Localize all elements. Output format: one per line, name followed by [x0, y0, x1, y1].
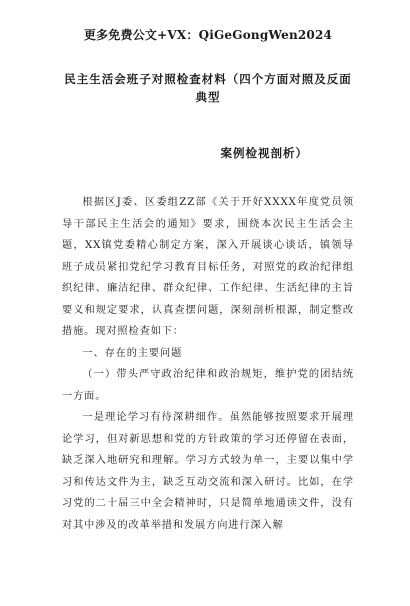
section-heading-main-problems: 一、存在的主要问题 [82, 347, 183, 359]
body-paragraph-theory-study: 一是理论学习有待深耕细作。虽然能够按照要求开展理论学习，但对新思想和党的方针政策的学习还停留在表面，缺乏深入地研究和理解。学习方式较为单一，主要以集中学习和传达文件为主，缺乏互动交流和深入研讨。比如，在学习党的二十届三中全会精神时，只是简单地通读文件，没有对其中涉及的改革举措和发展方向进行深入解 [62, 412, 354, 531]
document-title-line-2: 案例检视剖析） [220, 146, 308, 160]
intro-paragraph: 根据区J委、区委组ZZ部《关于开好XXXX年度党员领导干部民主生活会的通知》要求，围绕本次民主生活会主题，XX镇党委精心制定方案，深入开展谈心谈话，镇领导班子成员紧扣党纪学习教育目标任务，对照党的政治纪律组织纪律、廉洁纪律、群众纪律、工作纪律、生活纪律的主旨要义和规定要求，认真查摆问题，深刻剖析根源，制定整改措施。现对照检查如下： [62, 197, 354, 337]
document-body [62, 192, 354, 536]
header-watermark-text: 更多免费公文+VX：QiGeGongWen2024 [83, 28, 333, 42]
document-title-line-1: 民主生活会班子对照检查材料（四个方面对照及反面典型 [64, 72, 352, 104]
subsection-heading-political-discipline: （一）带头严守政治纪律和政治规矩，维护党的团结统一方面。 [62, 369, 354, 402]
document-page [0, 26, 410, 606]
